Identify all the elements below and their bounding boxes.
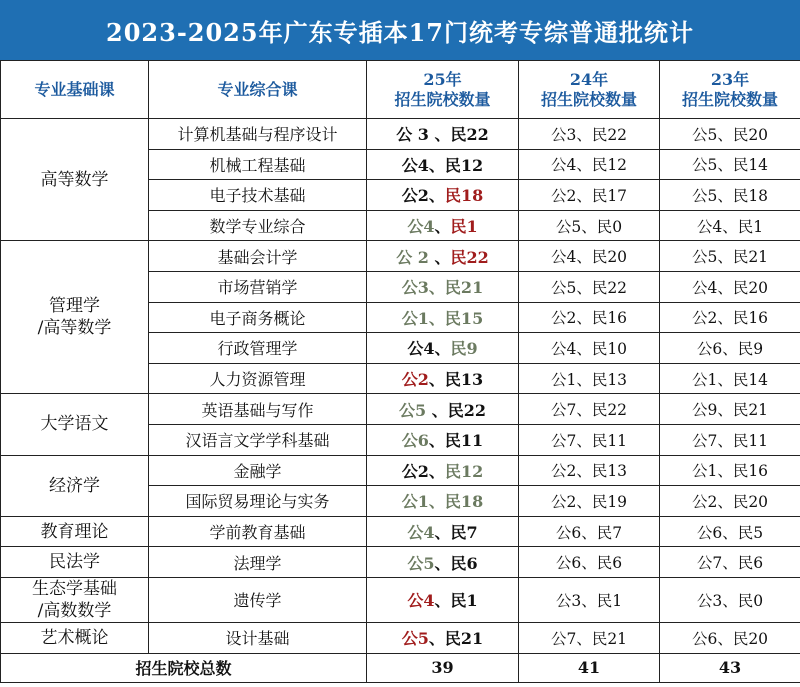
base-course-label: 艺术概论 bbox=[40, 627, 109, 648]
course-cell: 国际贸易理论与实务 bbox=[149, 486, 367, 517]
y25-count-segment: 公5 bbox=[399, 400, 427, 420]
y25-count-segment: 、 bbox=[428, 247, 451, 267]
y25-count-cell bbox=[367, 271, 519, 302]
y25-count-segment: 民12 bbox=[444, 461, 484, 481]
base-course-cell bbox=[1, 394, 149, 455]
y24-count-cell: 公5、民22 bbox=[519, 271, 660, 302]
y23-count-cell: 公1、民14 bbox=[660, 363, 800, 394]
base-course-cell bbox=[1, 516, 149, 547]
y23-count-cell: 公4、民1 bbox=[660, 210, 800, 241]
base-course-label: 生态学基础 bbox=[32, 578, 117, 599]
y25-count-cell bbox=[367, 486, 519, 517]
stats-table bbox=[0, 60, 800, 683]
y25-count-cell bbox=[367, 547, 519, 578]
base-course-label: /高等数学 bbox=[37, 318, 112, 339]
y25-count-cell bbox=[367, 241, 519, 272]
course-cell: 法理学 bbox=[149, 547, 367, 578]
course-cell: 行政管理学 bbox=[149, 333, 367, 364]
y23-count-cell: 公2、民20 bbox=[660, 486, 800, 517]
header-row bbox=[1, 61, 800, 119]
y23-count-cell: 公7、民11 bbox=[660, 424, 800, 455]
course-cell: 汉语言文学学科基础 bbox=[149, 424, 367, 455]
table-row bbox=[1, 622, 800, 653]
y24-count-cell: 公3、民1 bbox=[519, 577, 660, 622]
base-course-label: 民法学 bbox=[49, 552, 100, 573]
course-cell: 电子商务概论 bbox=[149, 302, 367, 333]
y25-count-segment: 民9 bbox=[450, 339, 478, 359]
y23-count-cell: 公5、民20 bbox=[660, 119, 800, 150]
y24-count-cell: 公7、民21 bbox=[519, 622, 660, 653]
base-course-label: 大学语文 bbox=[40, 414, 109, 435]
y25-count-segment: 、民22 bbox=[428, 125, 489, 145]
course-cell: 设计基础 bbox=[149, 622, 367, 653]
total-y24: 41 bbox=[519, 653, 660, 682]
y25-count-segment: 民18 bbox=[444, 186, 484, 206]
y23-count-cell: 公6、民5 bbox=[660, 516, 800, 547]
y24-count-cell: 公3、民22 bbox=[519, 119, 660, 150]
y23-count-cell: 公4、民20 bbox=[660, 271, 800, 302]
y23-count-cell: 公6、民9 bbox=[660, 333, 800, 364]
y25-count-segment: 、民11 bbox=[428, 431, 484, 451]
y25-count-cell bbox=[367, 149, 519, 180]
table-row bbox=[1, 119, 800, 150]
y25-count-segment: 、民1 bbox=[434, 591, 478, 611]
table-row bbox=[1, 547, 800, 578]
y25-count-cell bbox=[367, 622, 519, 653]
y25-count-segment: 、 bbox=[428, 461, 445, 481]
y25-count-segment: 、民6 bbox=[434, 553, 478, 573]
y24-count-cell: 公4、民20 bbox=[519, 241, 660, 272]
y24-count-cell: 公6、民6 bbox=[519, 547, 660, 578]
y23-count-cell: 公7、民6 bbox=[660, 547, 800, 578]
header-y23-line2: 招生院校数量 bbox=[681, 89, 778, 109]
table-row bbox=[1, 577, 800, 622]
table-row bbox=[1, 241, 800, 272]
y25-count-segment: 、民12 bbox=[428, 155, 484, 175]
course-cell: 数学专业综合 bbox=[149, 210, 367, 241]
y25-count-cell bbox=[367, 333, 519, 364]
header-y24 bbox=[519, 61, 660, 119]
total-row bbox=[1, 653, 800, 682]
header-y25 bbox=[367, 61, 519, 119]
header-y23 bbox=[660, 61, 800, 119]
y25-count-segment: 、 bbox=[434, 339, 451, 359]
y25-count-cell bbox=[367, 302, 519, 333]
base-course-label: 教育理论 bbox=[40, 521, 109, 542]
y23-count-cell: 公5、民21 bbox=[660, 241, 800, 272]
y25-count-cell bbox=[367, 119, 519, 150]
table-row bbox=[1, 516, 800, 547]
page-title: 2023-2025年广东专插本17门统考专综普通批统计 bbox=[0, 0, 800, 60]
base-course-label: 高等数学 bbox=[40, 169, 109, 190]
base-course-cell bbox=[1, 622, 149, 653]
table-row bbox=[1, 394, 800, 425]
header-base: 专业基础课 bbox=[1, 61, 149, 119]
base-course-cell bbox=[1, 577, 149, 622]
y25-count-segment: 公3、民21 bbox=[401, 278, 484, 298]
y25-count-segment: 公4 bbox=[407, 217, 435, 237]
y24-count-cell: 公2、民13 bbox=[519, 455, 660, 486]
y24-count-cell: 公4、民12 bbox=[519, 149, 660, 180]
y25-count-cell bbox=[367, 180, 519, 211]
course-cell: 市场营销学 bbox=[149, 271, 367, 302]
y25-count-cell bbox=[367, 424, 519, 455]
y23-count-cell: 公3、民0 bbox=[660, 577, 800, 622]
y24-count-cell: 公2、民16 bbox=[519, 302, 660, 333]
course-cell: 基础会计学 bbox=[149, 241, 367, 272]
course-cell: 计算机基础与程序设计 bbox=[149, 119, 367, 150]
y25-count-cell bbox=[367, 455, 519, 486]
course-cell: 电子技术基础 bbox=[149, 180, 367, 211]
y25-count-segment: 、民21 bbox=[428, 629, 484, 649]
base-course-label: 管理学 bbox=[49, 296, 100, 317]
y25-count-segment: 公4 bbox=[407, 339, 435, 359]
y23-count-cell: 公5、民18 bbox=[660, 180, 800, 211]
y24-count-cell: 公2、民17 bbox=[519, 180, 660, 211]
y25-count-segment: 公1、民18 bbox=[401, 492, 484, 512]
course-cell: 英语基础与写作 bbox=[149, 394, 367, 425]
total-label: 招生院校总数 bbox=[1, 653, 367, 682]
total-y23: 43 bbox=[660, 653, 800, 682]
y24-count-cell: 公4、民10 bbox=[519, 333, 660, 364]
y23-count-cell: 公2、民16 bbox=[660, 302, 800, 333]
y25-count-segment: 公6 bbox=[401, 431, 429, 451]
y24-count-cell: 公7、民11 bbox=[519, 424, 660, 455]
y23-count-cell: 公5、民14 bbox=[660, 149, 800, 180]
y25-count-segment: 公2 bbox=[401, 370, 429, 390]
y24-count-cell: 公6、民7 bbox=[519, 516, 660, 547]
course-cell: 机械工程基础 bbox=[149, 149, 367, 180]
y25-count-cell bbox=[367, 363, 519, 394]
base-course-label: /高数数学 bbox=[37, 600, 112, 621]
table-body bbox=[1, 119, 800, 654]
base-course-cell bbox=[1, 119, 149, 241]
course-cell: 遗传学 bbox=[149, 577, 367, 622]
y24-count-cell: 公7、民22 bbox=[519, 394, 660, 425]
y25-count-segment: 公 3 bbox=[396, 125, 429, 145]
y25-count-segment: 公2 bbox=[401, 461, 429, 481]
header-y25-line1: 25年 bbox=[423, 69, 462, 89]
table-row bbox=[1, 455, 800, 486]
y25-count-segment: 、民7 bbox=[434, 523, 478, 543]
course-cell: 金融学 bbox=[149, 455, 367, 486]
y25-count-segment: 民22 bbox=[450, 247, 489, 267]
y25-count-segment: 、民22 bbox=[426, 400, 486, 420]
base-course-label: 经济学 bbox=[49, 475, 100, 496]
y25-count-segment: 公1、民15 bbox=[401, 308, 484, 328]
y23-count-cell: 公1、民16 bbox=[660, 455, 800, 486]
header-y23-line1: 23年 bbox=[710, 69, 750, 89]
y25-count-segment: 民1 bbox=[450, 217, 478, 237]
y24-count-cell: 公2、民19 bbox=[519, 486, 660, 517]
header-y25-line2: 招生院校数量 bbox=[394, 89, 491, 109]
y25-count-segment: 公4 bbox=[401, 155, 429, 175]
y25-count-segment: 、民13 bbox=[428, 370, 484, 390]
base-course-cell bbox=[1, 547, 149, 578]
base-course-cell bbox=[1, 241, 149, 394]
base-course-cell bbox=[1, 455, 149, 516]
y25-count-cell bbox=[367, 577, 519, 622]
y24-count-cell: 公1、民13 bbox=[519, 363, 660, 394]
y25-count-segment: 、 bbox=[428, 186, 445, 206]
y25-count-segment: 公4 bbox=[407, 523, 435, 543]
header-y24-line2: 招生院校数量 bbox=[540, 89, 637, 109]
header-course: 专业综合课 bbox=[149, 61, 367, 119]
header-y24-line1: 24年 bbox=[569, 69, 609, 89]
y25-count-segment: 公5 bbox=[401, 629, 429, 649]
total-y25: 39 bbox=[367, 653, 519, 682]
y25-count-segment: 公2 bbox=[401, 186, 429, 206]
y23-count-cell: 公9、民21 bbox=[660, 394, 800, 425]
course-cell: 学前教育基础 bbox=[149, 516, 367, 547]
course-cell: 人力资源管理 bbox=[149, 363, 367, 394]
y25-count-segment: 、 bbox=[434, 217, 451, 237]
y25-count-cell bbox=[367, 210, 519, 241]
y24-count-cell: 公5、民0 bbox=[519, 210, 660, 241]
y25-count-cell bbox=[367, 394, 519, 425]
y25-count-segment: 公5 bbox=[407, 553, 435, 573]
y25-count-cell bbox=[367, 516, 519, 547]
y25-count-segment: 公4 bbox=[407, 591, 435, 611]
y25-count-segment: 公 2 bbox=[396, 247, 429, 267]
y23-count-cell: 公6、民20 bbox=[660, 622, 800, 653]
